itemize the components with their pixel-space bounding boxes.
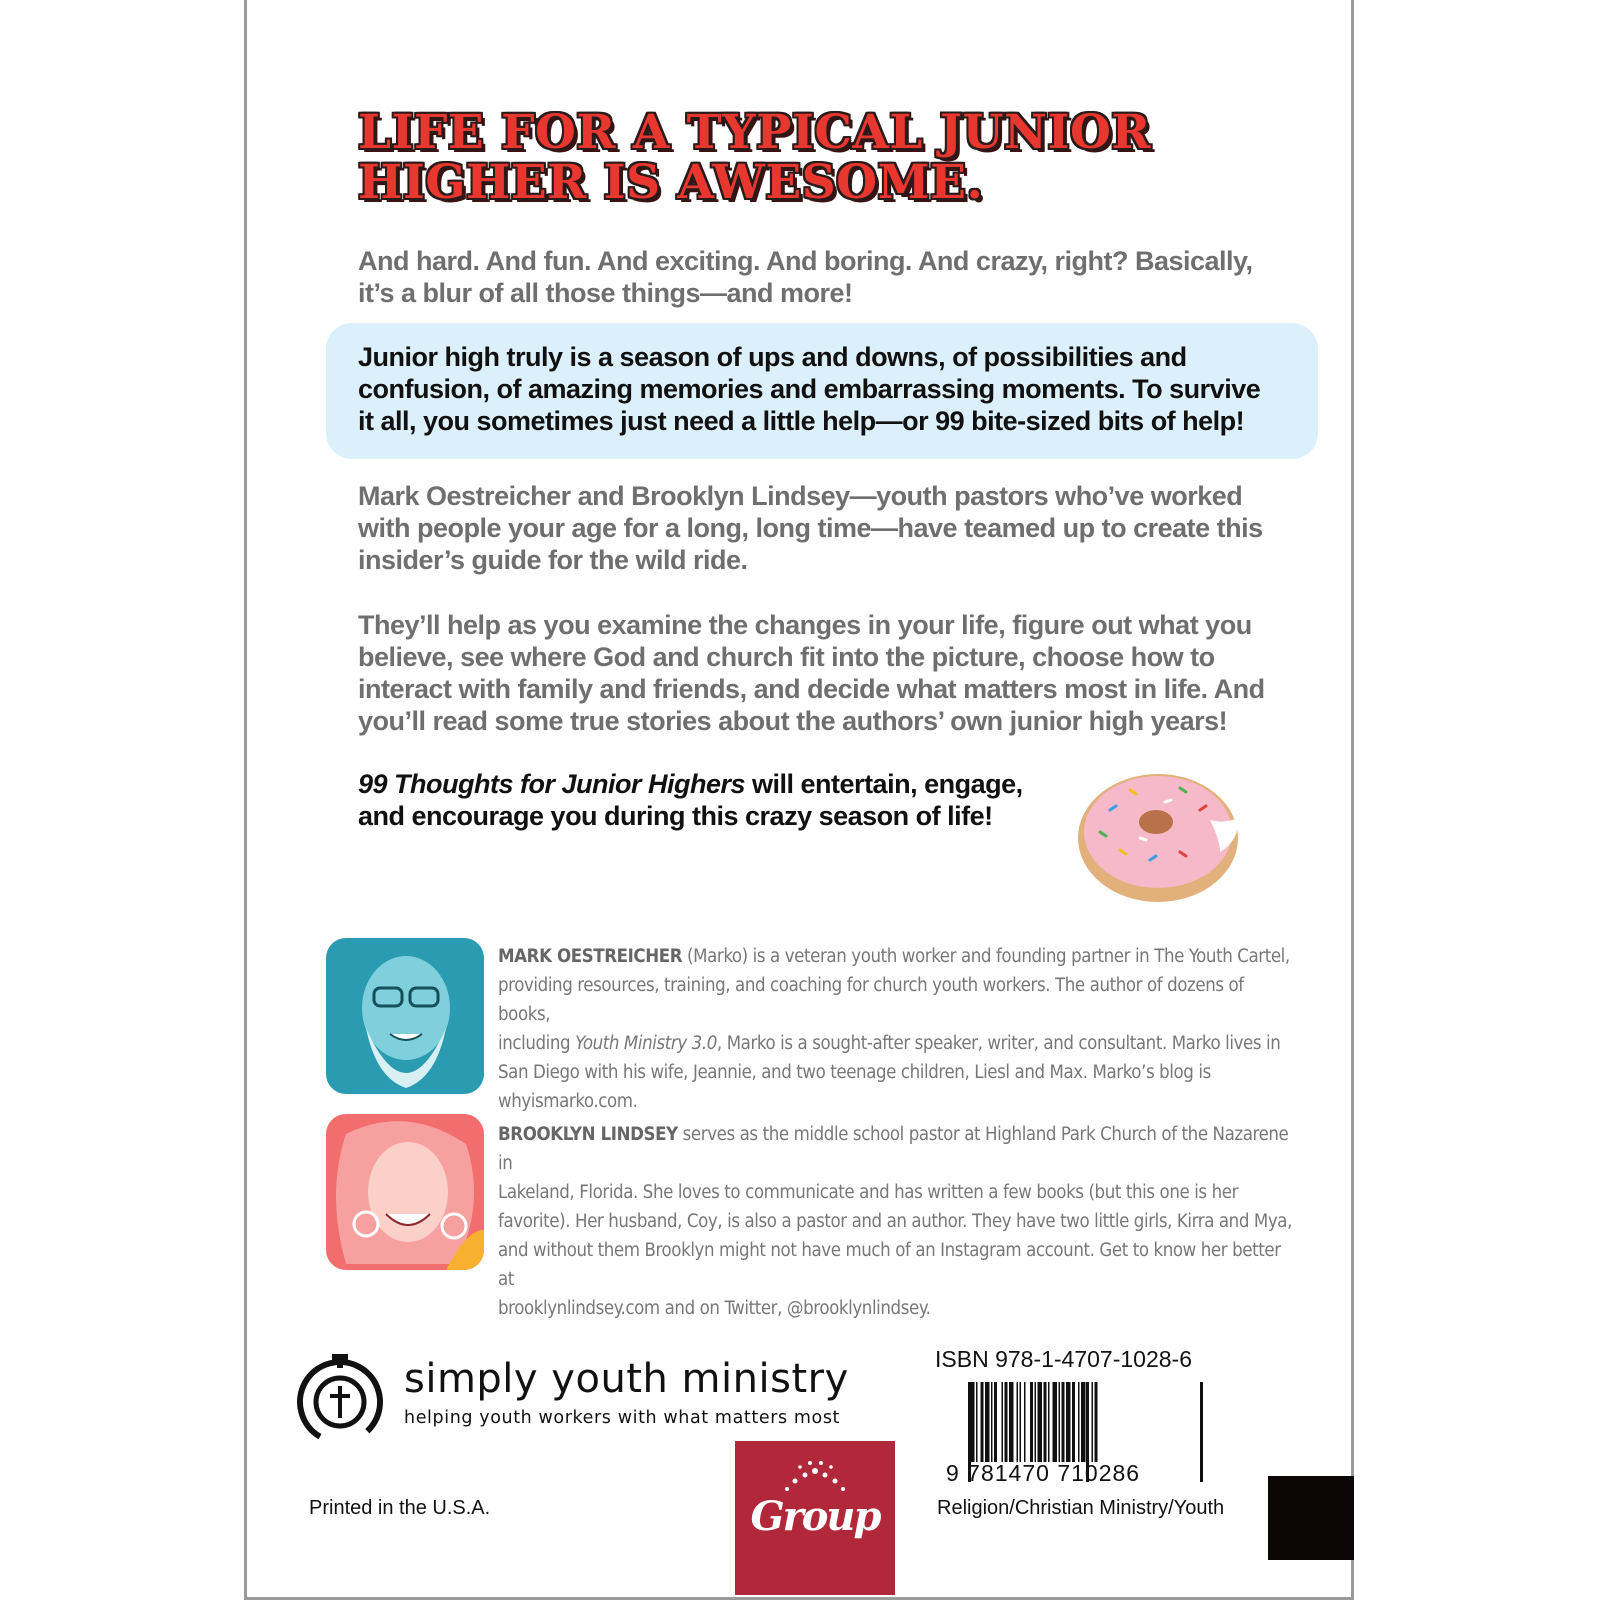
- mark-bio-line-5: whyismarko.com.: [498, 1091, 638, 1112]
- donut-image: [1070, 760, 1250, 910]
- authors-line-3: insider’s guide for the wild ride.: [358, 545, 748, 575]
- closing-line-1: will entertain, engage,: [745, 769, 1023, 799]
- highlight-line-2: confusion, of amazing memories and embarrassing moments. To survive: [358, 374, 1261, 404]
- mark-bio-line-4: San Diego with his wife, Jeannie, and two teenage children, Liesl and Max. Marko’s blog is: [498, 1062, 1211, 1083]
- intro-line-2: it’s a blur of all those things—and more!: [358, 278, 853, 308]
- mark-bio-line-1: (Marko) is a veteran youth worker and founding partner in The Youth Cartel,: [682, 946, 1290, 967]
- publisher-tagline: helping youth workers with what matters most: [404, 1408, 841, 1428]
- help-line-3: interact with family and friends, and decide what matters most in life. And: [358, 674, 1265, 704]
- authors-line-1: Mark Oestreicher and Brooklyn Lindsey—youth pastors who’ve worked: [358, 481, 1243, 511]
- mark-book-title: Youth Ministry 3.0: [575, 1033, 717, 1054]
- simply-youth-ministry-logo: [292, 1350, 388, 1446]
- intro-paragraph: [358, 245, 1298, 309]
- barcode-number: 9 781470 710286: [946, 1460, 1141, 1486]
- mark-bio: [498, 942, 1298, 1116]
- help-line-2: believe, see where God and church fit into the picture, choose how to: [358, 642, 1215, 672]
- mark-name: MARK OESTREICHER: [498, 946, 683, 967]
- book-title: 99 Thoughts for Junior Highers: [358, 769, 746, 799]
- brooklyn-name: BROOKLYN LINDSEY: [498, 1124, 678, 1145]
- brooklyn-bio-line-2: Lakeland, Florida. She loves to communicate and has written a few books (but this one is her: [498, 1182, 1239, 1203]
- group-logo-text: Group: [750, 1493, 880, 1540]
- group-logo: [735, 1441, 895, 1595]
- headline-line-2: HIGHER IS AWESOME.: [358, 155, 984, 210]
- headline: [358, 105, 1258, 210]
- brooklyn-photo: [326, 1114, 484, 1270]
- brooklyn-bio-line-4: and without them Brooklyn might not have much of an Instagram account. Get to know her better at: [498, 1240, 1281, 1290]
- closing-paragraph: [358, 768, 1078, 832]
- brooklyn-bio-line-1: serves as the middle school pastor at Highland Park Church of the Nazarene in: [498, 1124, 1289, 1174]
- help-line-1: They’ll help as you examine the changes in your life, figure out what you: [358, 610, 1252, 640]
- printed-in: Printed in the U.S.A.: [309, 1497, 491, 1519]
- mark-bio-line-2: providing resources, training, and coaching for church youth workers. The author of dozens of books,: [498, 975, 1244, 1025]
- highlight-paragraph: [358, 341, 1308, 437]
- help-paragraph: [358, 609, 1298, 737]
- brooklyn-bio-line-3: favorite). Her husband, Coy, is also a pastor and an author. They have two little girls, Kirra and Mya,: [498, 1211, 1292, 1232]
- highlight-line-1: Junior high truly is a season of ups and downs, of possibilities and: [358, 342, 1187, 372]
- brooklyn-bio-line-5: brooklynlindsey.com and on Twitter, @brooklynlindsey.: [498, 1298, 931, 1319]
- corner-block: [1268, 1476, 1354, 1560]
- mark-bio-line-3-pre: including: [498, 1033, 576, 1054]
- closing-line-2: and encourage you during this crazy season of life!: [358, 801, 993, 831]
- publisher-name: simply youth ministry: [404, 1356, 849, 1402]
- mark-bio-line-3-post: , Marko is a sought-after speaker, writer, and consultant. Marko lives in: [716, 1033, 1281, 1054]
- highlight-line-3: it all, you sometimes just need a little help—or 99 bite-sized bits of help!: [358, 406, 1245, 436]
- authors-line-2: with people your age for a long, long time—have teamed up to create this: [358, 513, 1263, 543]
- brooklyn-bio: [498, 1120, 1298, 1323]
- authors-paragraph: [358, 480, 1298, 576]
- intro-line-1: And hard. And fun. And exciting. And boring. And crazy, right? Basically,: [358, 246, 1253, 276]
- category-text: Religion/Christian Ministry/Youth: [937, 1497, 1225, 1519]
- help-line-4: you’ll read some true stories about the authors’ own junior high years!: [358, 706, 1228, 736]
- headline-line-1: LIFE FOR A TYPICAL JUNIOR: [358, 105, 1151, 160]
- isbn-text: ISBN 978-1-4707-1028-6: [935, 1346, 1192, 1372]
- mark-photo: [326, 938, 484, 1094]
